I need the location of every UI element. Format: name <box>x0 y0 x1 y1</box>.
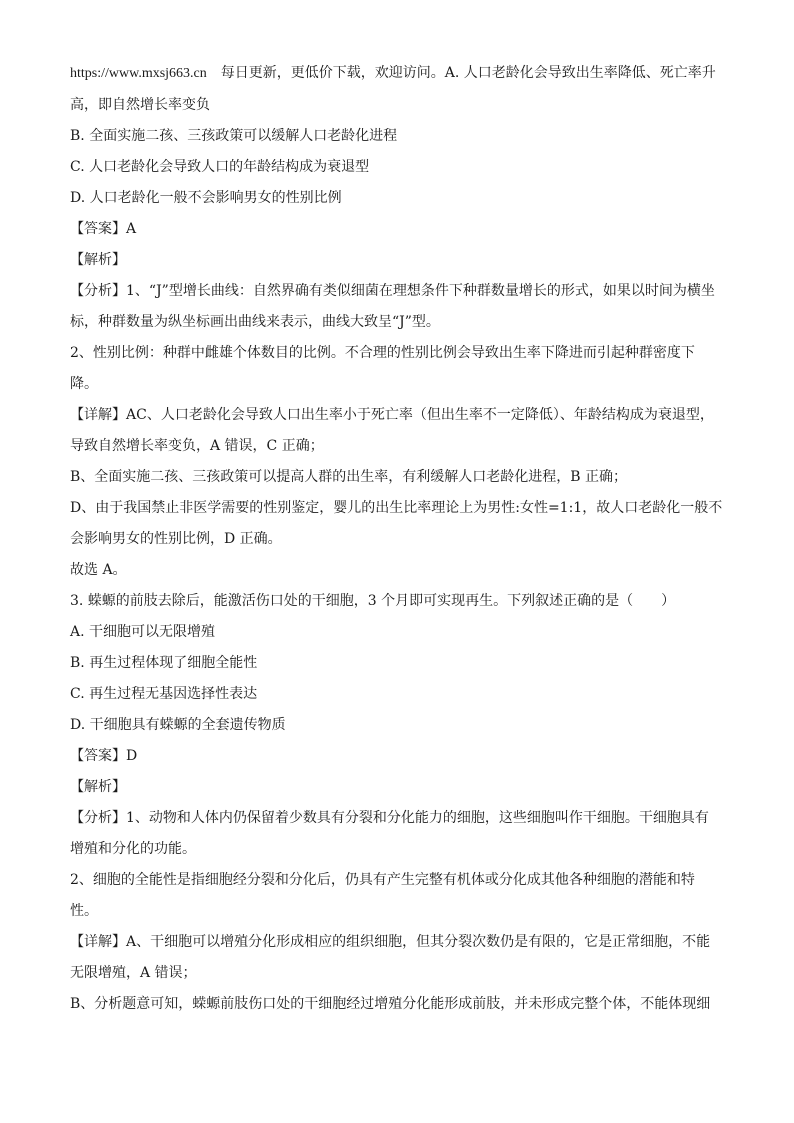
detail-q2-line-1: 【详解】AC、人口老龄化会导致人口出生率小于死亡率（但出生率不一定降低）、年龄结构成为衰退型， <box>70 407 714 423</box>
question-3: 3. 蝾螈的前肢去除后，能激活伤口处的干细胞，3 个月即可实现再生。下列叙述正确的是（ ） <box>70 593 676 609</box>
analysis-q3-line-4: 性。 <box>70 903 98 919</box>
detail-q2-line-2: 导致自然增长率变负，A 错误，C 正确； <box>70 438 324 454</box>
detail-q2-line-5: 会影响男女的性别比例，D 正确。 <box>70 531 282 547</box>
analysis-q2-line-4: 降。 <box>70 376 98 392</box>
detail-q3-line-3: B、分析题意可知，蝾螈前肢伤口处的干细胞经过增殖分化能形成前肢，并未形成完整个体，不能体现细 <box>70 996 711 1012</box>
line-1 <box>70 62 730 85</box>
analysis-heading-q3: 【解析】 <box>70 779 126 795</box>
answer-q3: 【答案】D <box>70 748 138 764</box>
detail-q2-line-4: D、由于我国禁止非医学需要的性别鉴定，婴儿的出生比率理论上为男性:女性=1:1，故人口老龄化一般不 <box>70 500 723 516</box>
conclusion-q2: 故选 A。 <box>70 562 127 578</box>
analysis-q3-line-1: 【分析】1、动物和人体内仍保留着少数具有分裂和分化能力的细胞，这些细胞叫作干细胞。干细胞具有 <box>70 810 709 826</box>
option-d-q2: D. 人口老龄化一般不会影响男女的性别比例 <box>70 190 342 206</box>
analysis-q2-line-1: 【分析】1、“J”型增长曲线：自然界确有类似细菌在理想条件下种群数量增长的形式，如果以时间为横坐 <box>70 283 715 299</box>
analysis-q3-line-2: 增殖和分化的功能。 <box>70 841 196 857</box>
analysis-q3-line-3: 2、细胞的全能性是指细胞经分裂和分化后，仍具有产生完整有机体或分化成其他各种细胞的潜能和特 <box>70 872 695 888</box>
option-c-q3: C. 再生过程无基因选择性表达 <box>70 686 258 702</box>
analysis-q2-line-3: 2、性别比例：种群中雌雄个体数目的比例。不合理的性别比例会导致出生率下降进而引起种群密度下 <box>70 345 695 361</box>
document-page <box>70 62 730 1015</box>
site-notice: 每日更新，更低价下载，欢迎访问。 <box>220 65 445 81</box>
option-c-q2: C. 人口老龄化会导致人口的年龄结构成为衰退型 <box>70 159 370 175</box>
option-b-q3: B. 再生过程体现了细胞全能性 <box>70 655 258 671</box>
option-a-q2-cont: 高，即自然增长率变负 <box>70 97 210 113</box>
answer-q2: 【答案】A <box>70 221 137 237</box>
option-d-q3: D. 干细胞具有蝾螈的全套遗传物质 <box>70 717 286 733</box>
option-b-q2: B. 全面实施二孩、三孩政策可以缓解人口老龄化进程 <box>70 128 398 144</box>
detail-q3-line-2: 无限增殖，A 错误； <box>70 965 197 981</box>
analysis-heading-q2: 【解析】 <box>70 252 126 268</box>
site-url[interactable]: https://www.mxsj663.cn <box>70 66 207 81</box>
analysis-q2-line-2: 标，种群数量为纵坐标画出曲线来表示，曲线大致呈“J”型。 <box>70 314 440 330</box>
detail-q2-line-3: B、全面实施二孩、三孩政策可以提高人群的出生率，有利缓解人口老龄化进程，B 正确； <box>70 469 628 485</box>
option-a-q3: A. 干细胞可以无限增殖 <box>70 624 216 640</box>
detail-q3-line-1: 【详解】A、干细胞可以增殖分化形成相应的组织细胞，但其分裂次数仍是有限的，它是正常细胞，不能 <box>70 934 711 950</box>
option-a-q2: A. 人口老龄化会导致出生率降低、死亡率升 <box>444 65 716 81</box>
